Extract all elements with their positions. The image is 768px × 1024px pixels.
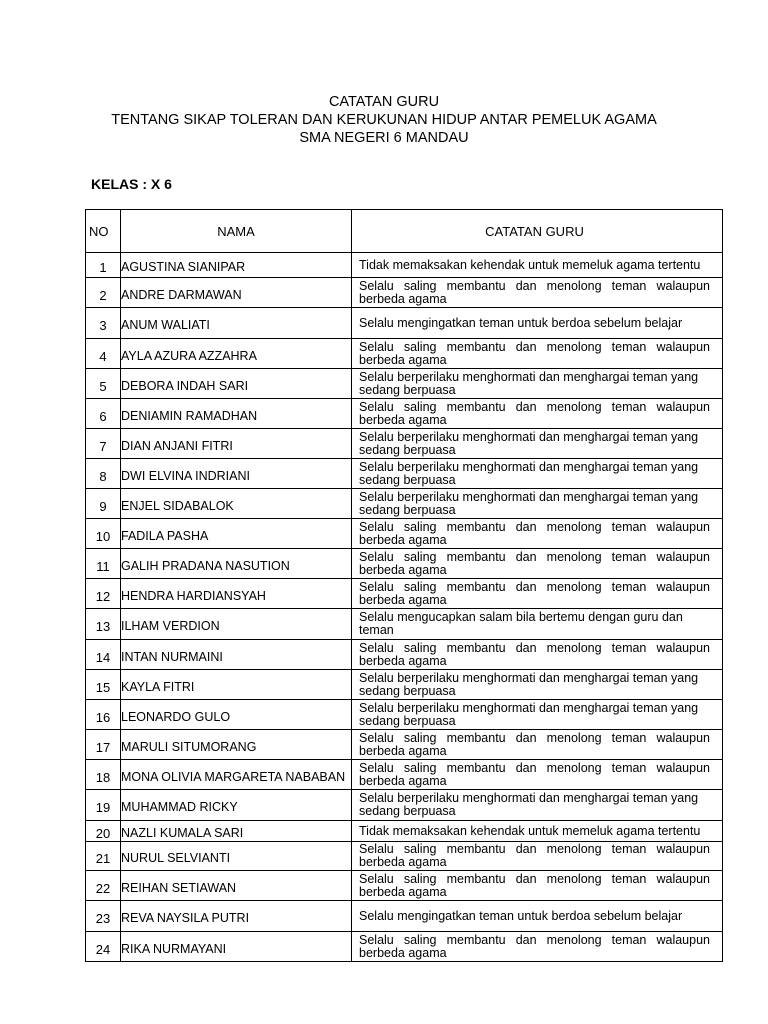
teacher-note: Selalu berperilaku menghormati dan menghargai teman yang sedang berpuasa	[352, 459, 723, 489]
row-number: 22	[86, 871, 121, 901]
table-row	[86, 730, 723, 760]
row-number: 12	[86, 579, 121, 609]
teacher-note: Selalu saling membantu dan menolong teman walaupun berbeda agama	[352, 842, 723, 871]
table-row	[86, 700, 723, 730]
teacher-note: Selalu saling membantu dan menolong teman walaupun berbeda agama	[352, 640, 723, 670]
student-name: GALIH PRADANA NASUTION	[121, 549, 352, 579]
row-number: 18	[86, 760, 121, 790]
teacher-note: Selalu berperilaku menghormati dan menghargai teman yang sedang berpuasa	[352, 429, 723, 459]
student-name: REVA NAYSILA PUTRI	[121, 901, 352, 932]
row-number: 23	[86, 901, 121, 932]
table-row	[86, 519, 723, 549]
student-name: FADILA PASHA	[121, 519, 352, 549]
header-no: NO	[86, 210, 121, 253]
teacher-note: Selalu berperilaku menghormati dan menghargai teman yang sedang berpuasa	[352, 790, 723, 821]
row-number: 15	[86, 670, 121, 700]
table-row	[86, 339, 723, 369]
teacher-note: Tidak memaksakan kehendak untuk memeluk agama tertentu	[352, 821, 723, 842]
teacher-note: Selalu saling membantu dan menolong teman walaupun berbeda agama	[352, 579, 723, 609]
row-number: 20	[86, 821, 121, 842]
doc-title-line3: SMA NEGERI 6 MANDAU	[299, 130, 469, 146]
table-row	[86, 670, 723, 700]
table-row	[86, 932, 723, 962]
student-name: AYLA AZURA AZZAHRA	[121, 339, 352, 369]
table-row	[86, 489, 723, 519]
student-name: ANDRE DARMAWAN	[121, 278, 352, 308]
row-number: 4	[86, 339, 121, 369]
student-name: MUHAMMAD RICKY	[121, 790, 352, 821]
teacher-note: Selalu saling membantu dan menolong teman walaupun berbeda agama	[352, 871, 723, 901]
table-row	[86, 459, 723, 489]
teacher-note: Selalu saling membantu dan menolong teman walaupun berbeda agama	[352, 549, 723, 579]
teacher-note: Selalu saling membantu dan menolong teman walaupun berbeda agama	[352, 760, 723, 790]
row-number: 6	[86, 399, 121, 429]
student-name: ENJEL SIDABALOK	[121, 489, 352, 519]
teacher-note: Selalu saling membantu dan menolong teman walaupun berbeda agama	[352, 399, 723, 429]
student-name: REIHAN SETIAWAN	[121, 871, 352, 901]
row-number: 8	[86, 459, 121, 489]
table-row	[86, 821, 723, 842]
student-name: DWI ELVINA INDRIANI	[121, 459, 352, 489]
doc-title-line2: TENTANG SIKAP TOLERAN DAN KERUKUNAN HIDUP ANTAR PEMELUK AGAMA	[111, 112, 657, 128]
table-row	[86, 549, 723, 579]
table-row	[86, 399, 723, 429]
table-row	[86, 278, 723, 308]
teacher-note: Selalu saling membantu dan menolong teman walaupun berbeda agama	[352, 339, 723, 369]
table-row	[86, 579, 723, 609]
table-row	[86, 429, 723, 459]
student-name: RIKA NURMAYANI	[121, 932, 352, 962]
row-number: 16	[86, 700, 121, 730]
teacher-note: Selalu berperilaku menghormati dan menghargai teman yang sedang berpuasa	[352, 700, 723, 730]
row-number: 24	[86, 932, 121, 962]
teacher-note: Tidak memaksakan kehendak untuk memeluk agama tertentu	[352, 253, 723, 278]
table-row	[86, 760, 723, 790]
table-row	[86, 640, 723, 670]
teacher-note: Selalu mengucapkan salam bila bertemu dengan guru dan teman	[352, 609, 723, 640]
row-number: 2	[86, 278, 121, 308]
table-row	[86, 901, 723, 932]
student-name: NAZLI KUMALA SARI	[121, 821, 352, 842]
student-name: ANUM WALIATI	[121, 308, 352, 339]
header-catatan: CATATAN GURU	[352, 210, 723, 253]
row-number: 3	[86, 308, 121, 339]
table-row	[86, 790, 723, 821]
row-number: 10	[86, 519, 121, 549]
teacher-note: Selalu mengingatkan teman untuk berdoa sebelum belajar	[352, 308, 723, 339]
student-name: NURUL SELVIANTI	[121, 842, 352, 871]
table-row	[86, 842, 723, 871]
row-number: 11	[86, 549, 121, 579]
student-name: DENIAMIN RAMADHAN	[121, 399, 352, 429]
student-name: LEONARDO GULO	[121, 700, 352, 730]
table-row	[86, 609, 723, 640]
student-name: MARULI SITUMORANG	[121, 730, 352, 760]
table-row	[86, 369, 723, 399]
row-number: 7	[86, 429, 121, 459]
teacher-note: Selalu saling membantu dan menolong teman walaupun berbeda agama	[352, 932, 723, 962]
teacher-note: Selalu saling membantu dan menolong teman walaupun berbeda agama	[352, 519, 723, 549]
student-name: AGUSTINA SIANIPAR	[121, 253, 352, 278]
student-name: KAYLA FITRI	[121, 670, 352, 700]
student-name: DEBORA INDAH SARI	[121, 369, 352, 399]
teacher-note: Selalu berperilaku menghormati dan menghargai teman yang sedang berpuasa	[352, 369, 723, 399]
table-row	[86, 253, 723, 278]
student-name: DIAN ANJANI FITRI	[121, 429, 352, 459]
row-number: 17	[86, 730, 121, 760]
row-number: 1	[86, 253, 121, 278]
table-header-row	[86, 210, 723, 253]
row-number: 19	[86, 790, 121, 821]
table-row	[86, 308, 723, 339]
teacher-note: Selalu berperilaku menghormati dan menghargai teman yang sedang berpuasa	[352, 670, 723, 700]
teacher-note: Selalu mengingatkan teman untuk berdoa sebelum belajar	[352, 901, 723, 932]
student-name: HENDRA HARDIANSYAH	[121, 579, 352, 609]
row-number: 14	[86, 640, 121, 670]
doc-title-line1: CATATAN GURU	[328, 94, 440, 110]
student-name: ILHAM VERDION	[121, 609, 352, 640]
row-number: 5	[86, 369, 121, 399]
header-nama: NAMA	[121, 210, 352, 253]
student-name: MONA OLIVIA MARGARETA NABABAN	[121, 760, 352, 790]
teacher-note: Selalu saling membantu dan menolong teman walaupun berbeda agama	[352, 730, 723, 760]
class-label: KELAS : X 6	[91, 176, 172, 192]
teacher-note: Selalu saling membantu dan menolong teman walaupun berbeda agama	[352, 278, 723, 308]
row-number: 13	[86, 609, 121, 640]
row-number: 21	[86, 842, 121, 871]
teacher-notes-table	[85, 209, 723, 962]
student-name: INTAN NURMAINI	[121, 640, 352, 670]
row-number: 9	[86, 489, 121, 519]
teacher-note: Selalu berperilaku menghormati dan menghargai teman yang sedang berpuasa	[352, 489, 723, 519]
table-row	[86, 871, 723, 901]
